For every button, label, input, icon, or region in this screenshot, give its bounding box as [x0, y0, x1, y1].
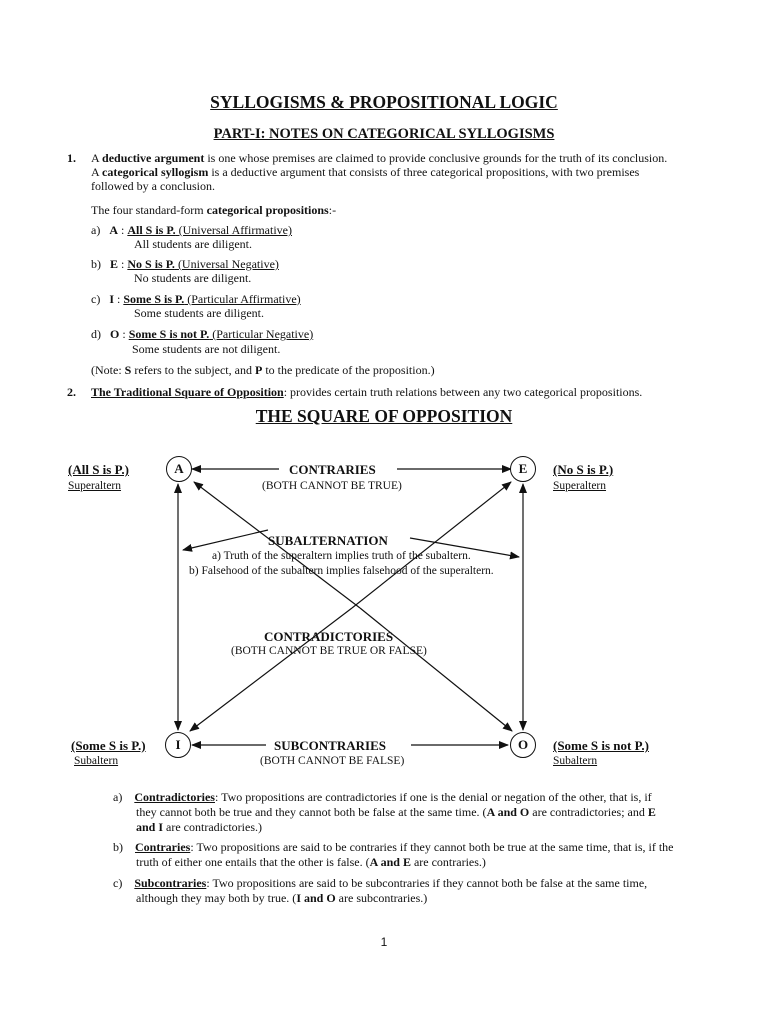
contradictories-sublabel: (BOTH CANNOT BE TRUE OR FALSE) — [231, 645, 427, 657]
section-2-line: The Traditional Square of Opposition: provides certain truth relations between any two categorical propositions. — [91, 385, 643, 399]
subalternation-rule-b: b) Falsehood of the subaltern implies falsehood of the superaltern. — [189, 565, 494, 577]
a-role-label: Superaltern — [68, 480, 122, 492]
contradictory-diagonal-a-o-lower — [360, 608, 512, 731]
definition-contradictories-line-2: they cannot both be true and they cannot both be false at the same time. (A and O are contradictories; and E — [136, 805, 656, 819]
definition-contradictories-line-3: and I are contradictories.) — [136, 820, 262, 834]
proposition-item-d: d) O : Some S is not P. (Particular Negative) — [91, 327, 314, 341]
definition-contradictories-line-1: a) Contradictories: Two propositions are contradictories if one is the denial or negation of the other, that is, if — [113, 790, 652, 804]
proposition-item-b: b) E : No S is P. (Universal Negative) — [91, 257, 279, 271]
definition-contraries-line-1: b) Contraries: Two propositions are said to be contraries if they cannot both be true at the same time, that is, if the — [113, 840, 674, 854]
document-title: SYLLOGISMS & PROPOSITIONAL LOGIC — [210, 92, 558, 112]
node-a: A — [166, 456, 192, 482]
o-form-label: (Some S is not P.) — [553, 738, 649, 753]
proposition-example-b: No students are diligent. — [134, 271, 252, 285]
node-i: I — [165, 732, 191, 758]
proposition-example-a: All students are diligent. — [134, 237, 252, 251]
proposition-item-a: a) A : All S is P. (Universal Affirmative) — [91, 223, 293, 237]
document-subtitle: PART-I: NOTES ON CATEGORICAL SYLLOGISMS — [213, 126, 555, 142]
contraries-sublabel: (BOTH CANNOT BE TRUE) — [262, 480, 402, 492]
definition-subcontraries-line-2: although they may both by true. (I and O are subcontraries.) — [136, 891, 428, 905]
subalternation-rule-a: a) Truth of the superaltern implies truth of the subaltern. — [212, 550, 471, 562]
section-1-number: 1. — [67, 151, 76, 165]
subalternation-label: SUBALTERNATION — [268, 533, 388, 548]
node-e: E — [510, 456, 536, 482]
i-role-label: Subaltern — [74, 755, 119, 767]
contradictories-label: CONTRADICTORIES — [264, 629, 394, 644]
subalternation-pointer-left — [183, 530, 268, 550]
i-form-label: (Some S is P.) — [71, 738, 146, 753]
section-2-number: 2. — [67, 385, 76, 399]
proposition-example-c: Some students are diligent. — [134, 306, 264, 320]
definition-contraries-line-2: truth of either one entails that the other is false. (A and E are contraries.) — [136, 855, 486, 869]
section-1-line-2: A categorical syllogism is a deductive argument that consists of three categorical propositions, with two premises — [91, 165, 640, 179]
section-1-line-3: followed by a conclusion. — [91, 179, 215, 193]
four-propositions-intro: The four standard-form categorical propositions:- — [91, 203, 337, 217]
subject-predicate-note: (Note: S refers to the subject, and P to the predicate of the proposition.) — [91, 363, 435, 377]
contradictory-diagonal-e-i-lower — [190, 608, 352, 731]
proposition-example-d: Some students are not diligent. — [132, 342, 281, 356]
subcontraries-sublabel: (BOTH CANNOT BE FALSE) — [260, 755, 405, 767]
contraries-label: CONTRARIES — [289, 462, 376, 477]
e-form-label: (No S is P.) — [553, 462, 614, 477]
square-title: THE SQUARE OF OPPOSITION — [255, 406, 513, 426]
proposition-item-c: c) I : Some S is P. (Particular Affirmative) — [91, 292, 301, 306]
section-1-line-1: A deductive argument is one whose premises are claimed to provide conclusive grounds for the truth of its conclusion. — [91, 151, 668, 165]
subcontraries-label: SUBCONTRARIES — [274, 738, 386, 753]
o-role-label: Subaltern — [553, 755, 598, 767]
node-o: O — [510, 732, 536, 758]
a-form-label: (All S is P.) — [68, 462, 129, 477]
e-role-label: Superaltern — [553, 480, 607, 492]
definition-subcontraries-line-1: c) Subcontraries: Two propositions are said to be subcontraries if they cannot both be false at the same time, — [113, 876, 648, 890]
page-number: 1 — [380, 935, 388, 949]
